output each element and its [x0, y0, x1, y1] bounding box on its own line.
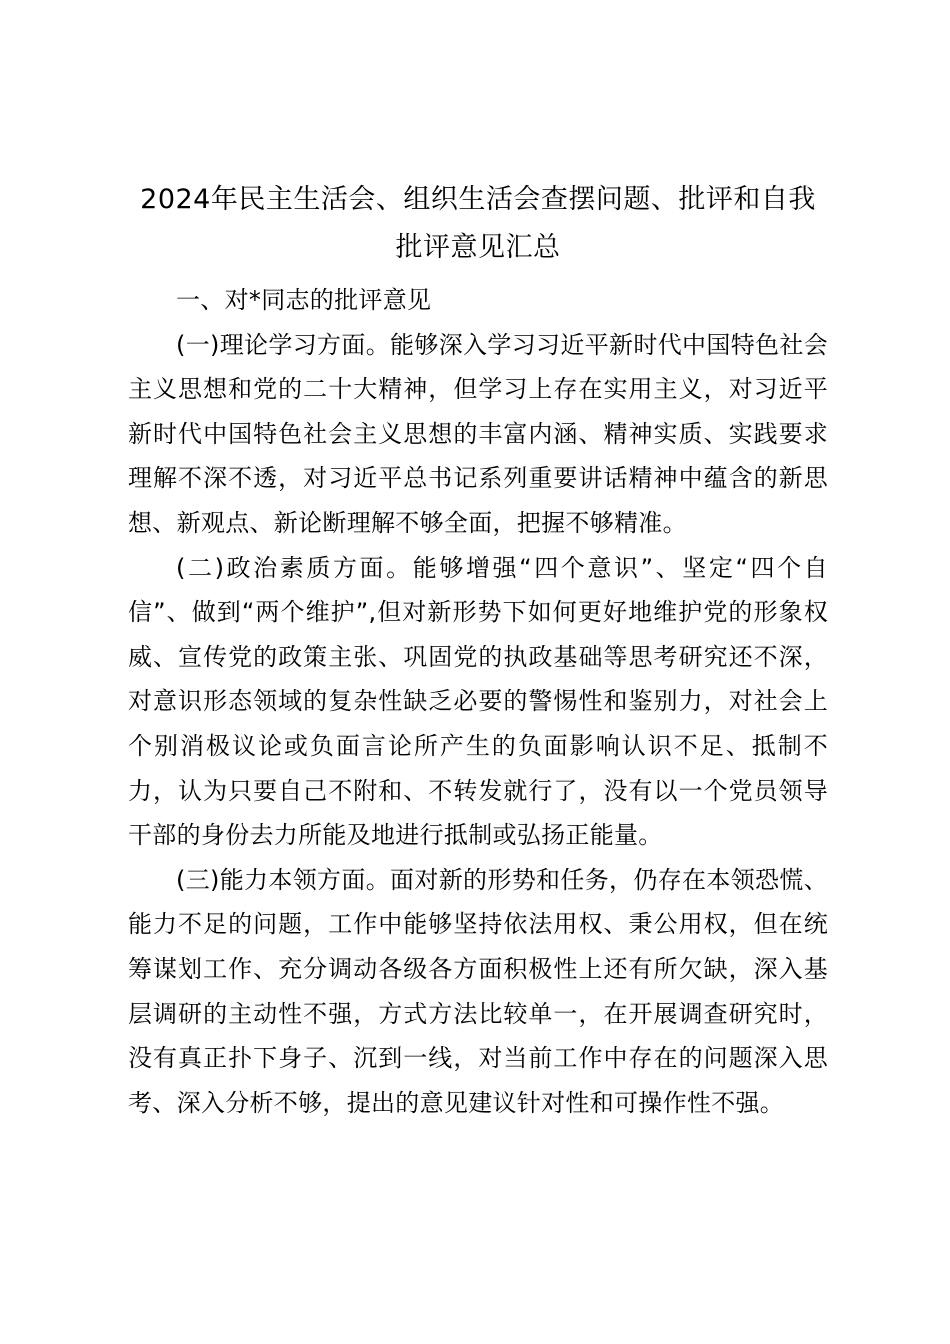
paragraph-political-quality: (二)政治素质方面。能够增强“四个意识”、坚定“四个自信”、做到“两个维护”,但对新形势下如何更好地维护党的形象权威、宣传党的政策主张、巩固党的执政基础等思考研究还不深，对意识形态领域的复杂性缺乏必要的警惕性和鉴别力，对社会上个别消极议论或负面言论所产生的负面影响认识不足、抵制不力，认为只要自己不附和、不转发就行了，没有以一个党员领导干部的身份去力所能及地进行抵制或弘扬正能量。 [128, 553, 828, 850]
paragraph-theory-study: (一)理论学习方面。能够深入学习习近平新时代中国特色社会主义思想和党的二十大精神，但学习上存在实用主义，对习近平新时代中国特色社会主义思想的丰富内涵、精神实质、实践要求理解不深不透，对习近平总书记系列重要讲话精神中蕴含的新思想、新观点、新论断理解不够全面，把握不够精准。 [128, 330, 828, 537]
paragraph-ability: (三)能力本领方面。面对新的形势和任务，仍存在本领恐慌、能力不足的问题，工作中能够坚持依法用权、秉公用权，但在统筹谋划工作、充分调动各级各方面积极性上还有所欠缺，深入基层调研的主动性不强，方式方法比较单一，在开展调查研究时，没有真正扑下身子、沉到一线，对当前工作中存在的问题深入思考、深入分析不够，提出的意见建议针对性和可操作性不强。 [128, 865, 828, 1117]
document-title: 2024年民主生活会、组织生活会查摆问题、批评和自我批评意见汇总 [140, 184, 816, 263]
section-heading: 一、对*同志的批评意见 [176, 286, 432, 314]
document-body [128, 278, 828, 1125]
